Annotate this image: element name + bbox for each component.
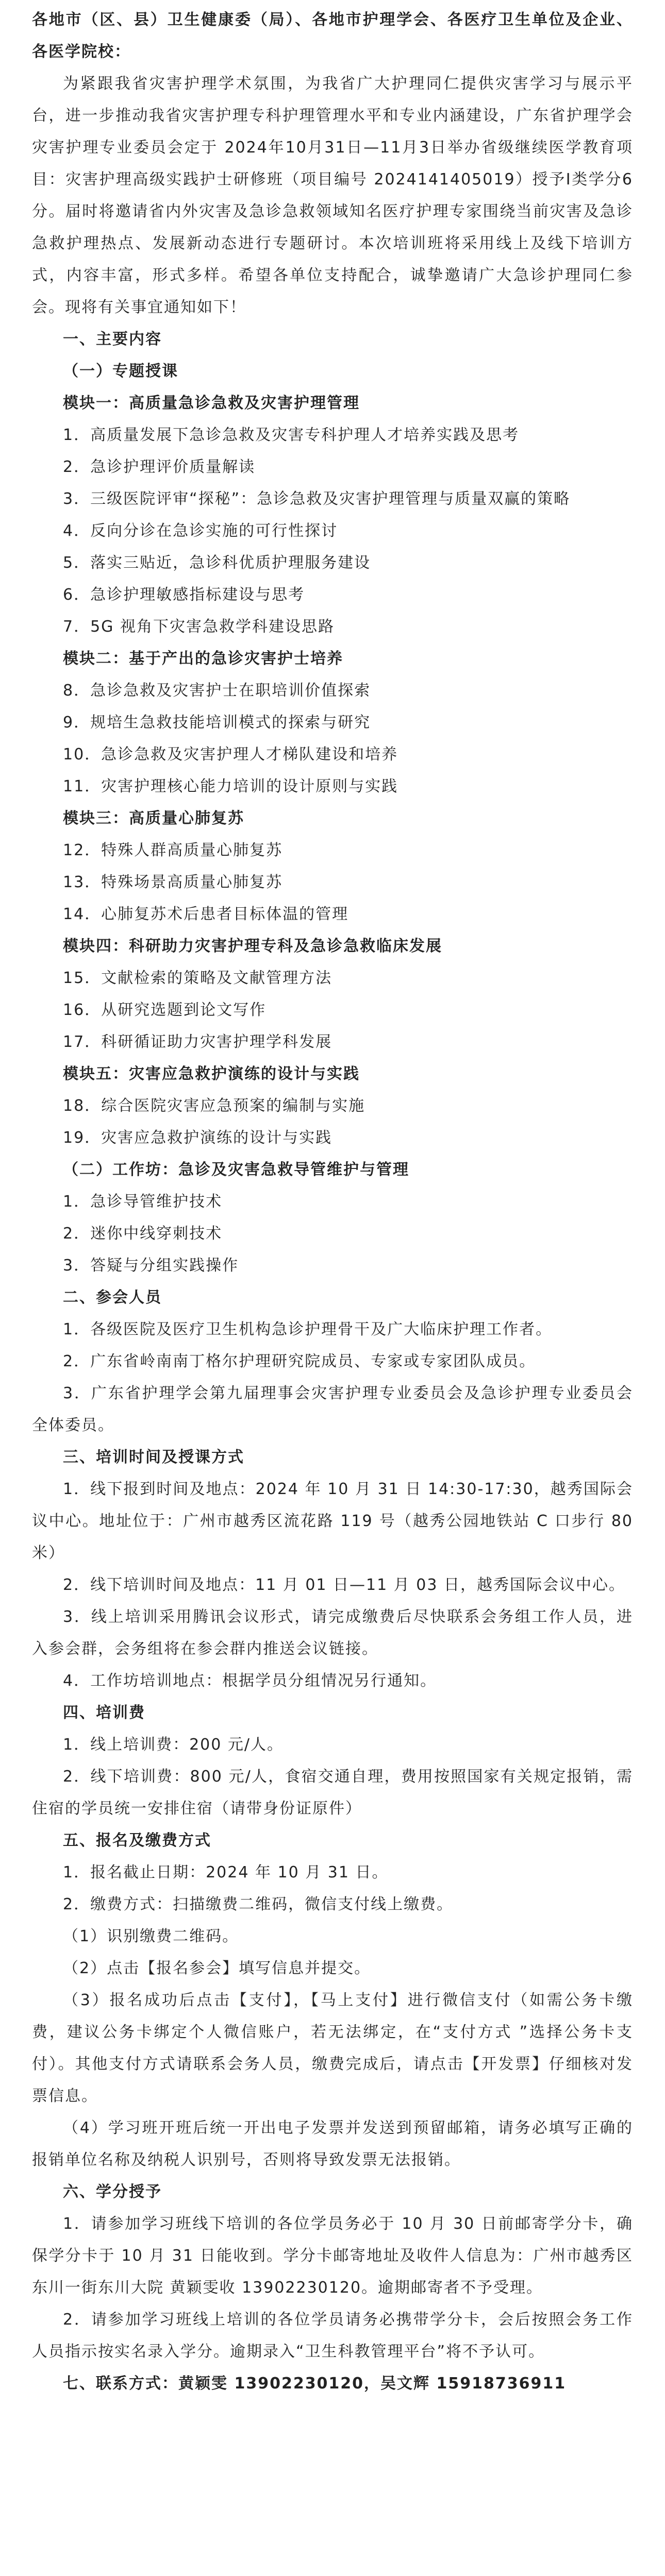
paragraph: 2．线下培训时间及地点：11 月 01 日—11 月 03 日，越秀国际会议中心。 (63, 1576, 625, 1594)
paragraph: 2．急诊护理评价质量解读 (63, 458, 256, 476)
paragraph: 3．线上培训采用腾讯会议形式，请完成缴费后尽快联系会务组工作人员，进入参会群，会务组将在参会群内推送会议链接。 (32, 1608, 633, 1658)
paragraph: 11．灾害护理核心能力培训的设计原则与实践 (63, 777, 398, 795)
notice-body (32, 4, 633, 2400)
paragraph: （4）学习班开班后统一开出电子发票并发送到预留邮箱，请务必填写正确的报销单位名称及纳税人识别号，否则将导致发票无法报销。 (32, 2119, 633, 2169)
paragraph: 1．高质量发展下急诊急救及灾害专科护理人才培养实践及思考 (63, 426, 520, 444)
paragraph: 2．缴费方式：扫描缴费二维码，微信支付线上缴费。 (63, 1895, 454, 1913)
section-heading: 二、参会人员 (63, 1289, 162, 1307)
paragraph: 3．三级医院评审“探秘”：急诊急救及灾害护理管理与质量双赢的策略 (63, 490, 571, 508)
paragraph: 4．工作坊培训地点：根据学员分组情况另行通知。 (63, 1672, 437, 1690)
paragraph: 7．5G 视角下灾害急救学科建设思路 (63, 618, 335, 636)
section-heading: （二）工作坊：急诊及灾害急救导管维护与管理 (63, 1161, 409, 1179)
section-heading: 模块五：灾害应急救护演练的设计与实践 (63, 1065, 360, 1083)
paragraph: （2）点击【报名参会】填写信息并提交。 (63, 1959, 371, 1977)
paragraph: 8．急诊急救及灾害护士在职培训价值探索 (63, 682, 371, 700)
section-heading: 模块一：高质量急诊急救及灾害护理管理 (63, 394, 360, 412)
paragraph: 15．文献检索的策略及文献管理方法 (63, 969, 332, 987)
paragraph: 各地市（区、县）卫生健康委（局）、各地市护理学会、各医疗卫生单位及企业、各医学院校： (32, 11, 633, 61)
paragraph: 10．急诊急救及灾害护理人才梯队建设和培养 (63, 745, 398, 764)
paragraph: 3．答疑与分组实践操作 (63, 1257, 239, 1275)
paragraph: 1．各级医院及医疗卫生机构急诊护理骨干及广大临床护理工作者。 (63, 1320, 553, 1338)
paragraph: 12．特殊人群高质量心肺复苏 (63, 841, 283, 859)
paragraph: 1．请参加学习班线下培训的各位学员务必于 10 月 30 日前邮寄学分卡，确保学分卡于 10 月 31 日能收到。学分卡邮寄地址及收件人信息为：广州市越秀区东川一街东川大院 黄颖雯收 13902230120。逾期邮寄者不予受理。 (32, 2215, 633, 2297)
paragraph: 1．线下报到时间及地点：2024 年 10 月 31 日 14:30-17:30，越秀国际会议中心。地址位于：广州市越秀区流花路 119 号（越秀公园地铁站 C 口步行 80 米） (32, 1480, 633, 1562)
section-heading: 七、联系方式：黄颖雯 13902230120，吴文辉 15918736911 (63, 2375, 567, 2393)
paragraph: 14．心肺复苏术后患者目标体温的管理 (63, 905, 349, 923)
paragraph: 2．请参加学习班线上培训的各位学员请务必携带学分卡，会后按照会务工作人员指示按实名录入学分。逾期录入“卫生科教管理平台”将不予认可。 (32, 2311, 633, 2361)
paragraph: 1．线上培训费：200 元/人。 (63, 1736, 284, 1754)
paragraph: 19．灾害应急救护演练的设计与实践 (63, 1129, 332, 1147)
section-heading: 模块三：高质量心肺复苏 (63, 809, 244, 827)
paragraph: 18．综合医院灾害应急预案的编制与实施 (63, 1097, 365, 1115)
section-heading: 五、报名及缴费方式 (63, 1832, 211, 1850)
paragraph: 17．科研循证助力灾害护理学科发展 (63, 1033, 332, 1051)
paragraph: 3．广东省护理学会第九届理事会灾害护理专业委员会及急诊护理专业委员会全体委员。 (32, 1384, 633, 1434)
paragraph: 为紧跟我省灾害护理学术氛围，为我省广大护理同仁提供灾害学习与展示平台，进一步推动我省灾害护理专科护理管理水平和专业内涵建设，广东省护理学会灾害护理专业委员会定于 2024年10月31日—11月3日举办省级继续医学教育项目：灾害护理高级实践护士研修班（项目编号 2024141405019）授予I类学分6分。届时将邀请省内外灾害及急诊急救领域知名医疗护理专家围绕当前灾害及急诊急救护理热点、发展新动态进行专题研讨。本次培训班将采用线上及线下培训方式，内容丰富，形式多样。希望各单位支持配合，诚挚邀请广大急诊护理同仁参会。现将有关事宜通知如下！ (32, 75, 633, 316)
paragraph: 1．急诊导管维护技术 (63, 1193, 223, 1211)
section-heading: 模块二：基于产出的急诊灾害护士培养 (63, 650, 343, 668)
section-heading: 六、学分授予 (63, 2183, 162, 2201)
paragraph: （3）报名成功后点击【支付】，【马上支付】进行微信支付（如需公务卡缴费，建议公务卡绑定个人微信账户，若无法绑定，在“支付方式 ”选择公务卡支付）。其他支付方式请联系会务人员，缴费完成后，请点击【开发票】仔细核对发票信息。 (32, 1991, 633, 2105)
paragraph: 9．规培生急救技能培训模式的探索与研究 (63, 714, 371, 732)
paragraph: 6．急诊护理敏感指标建设与思考 (63, 586, 305, 604)
section-heading: 一、主要内容 (63, 330, 162, 348)
section-heading: 四、培训费 (63, 1704, 145, 1722)
section-heading: 模块四：科研助力灾害护理专科及急诊急救临床发展 (63, 937, 442, 955)
paragraph: 4．反向分诊在急诊实施的可行性探讨 (63, 522, 338, 540)
paragraph: 13．特殊场景高质量心肺复苏 (63, 873, 283, 891)
paragraph: 16．从研究选题到论文写作 (63, 1001, 267, 1019)
paragraph: 2．迷你中线穿刺技术 (63, 1225, 223, 1243)
paragraph: 5．落实三贴近，急诊科优质护理服务建设 (63, 554, 371, 572)
section-heading: 三、培训时间及授课方式 (63, 1448, 244, 1466)
paragraph: （1）识别缴费二维码。 (63, 1927, 239, 1945)
section-heading: （一）专题授课 (63, 362, 178, 380)
paragraph: 2．线下培训费：800 元/人，食宿交通自理，费用按照国家有关规定报销，需住宿的学员统一安排住宿（请带身份证原件） (32, 1768, 633, 1818)
paragraph: 2．广东省岭南南丁格尔护理研究院成员、专家或专家团队成员。 (63, 1352, 536, 1370)
paragraph: 1．报名截止日期：2024 年 10 月 31 日。 (63, 1863, 389, 1882)
